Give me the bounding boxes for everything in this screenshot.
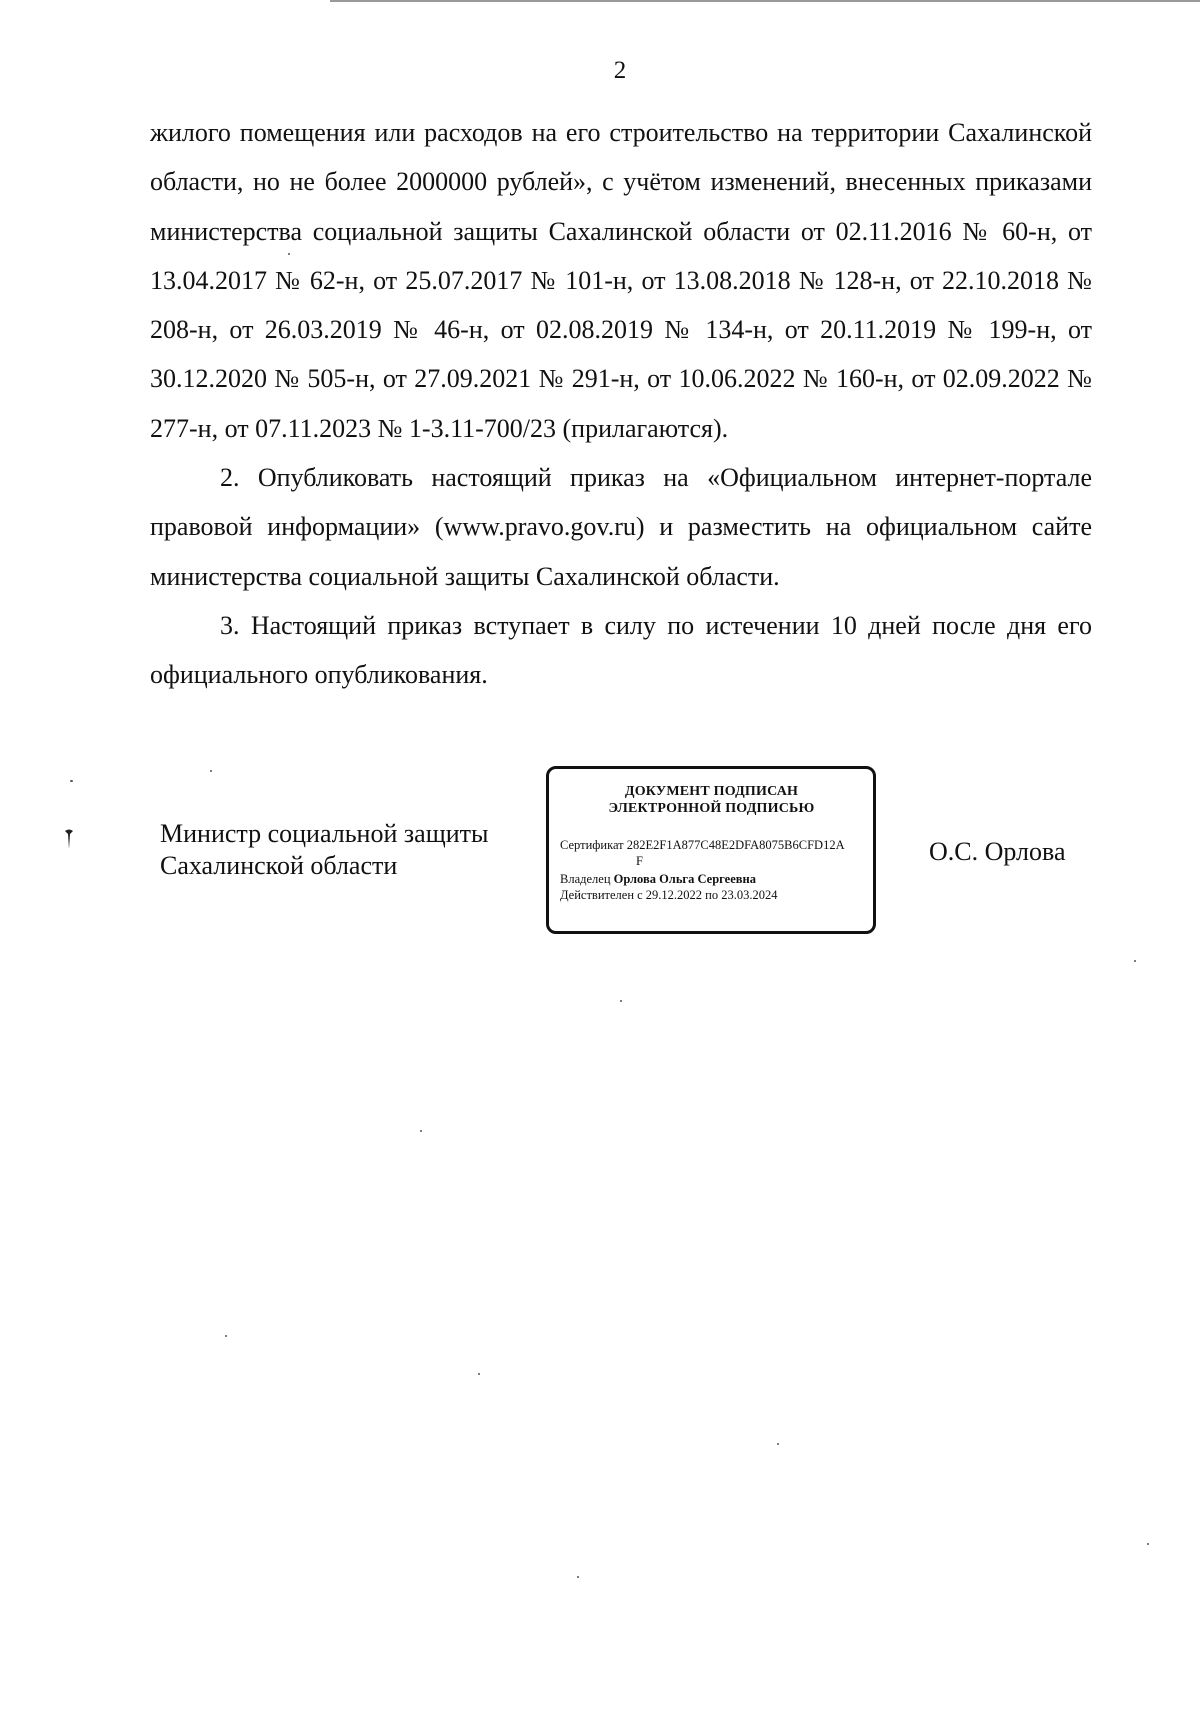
stamp-title-line2: ЭЛЕКТРОННОЙ ПОДПИСЬЮ [608,801,815,816]
scan-speck [1147,1543,1149,1545]
stamp-owner [560,871,863,887]
stamp-certificate [560,837,863,853]
scan-speck [1134,960,1136,962]
stamp-certificate-label: Сертификат [560,838,624,852]
scan-speck [777,1443,779,1445]
stamp-title-line1: ДОКУМЕНТ ПОДПИСАН [624,784,799,799]
scan-speck [210,770,212,772]
scan-speck [70,780,73,782]
scan-edge-line [330,0,1200,2]
paragraph-publication: 2. Опубликовать настоящий приказ на «Официальном интернет-портале правовой информации» (www.pravo.gov.ru) и разместить на официальном сайте министерства социальной защиты Сахалинской области. [150,463,1092,591]
scan-speck [288,253,290,255]
signatory-position-line1: Министр социальной защиты [160,819,489,848]
signer-name: О.С. Орлова [929,837,1066,866]
stamp-validity: Действителен с 29.12.2022 по 23.03.2024 [560,888,778,902]
paragraph-entry-into-force: 3. Настоящий приказ вступает в силу по истечении 10 дней после дня его официального опубликования. [150,610,1092,690]
electronic-signature-stamp [546,766,876,934]
scan-speck [478,1373,480,1375]
scan-speck [420,1130,422,1132]
stamp-owner-label: Владелец [560,872,611,886]
scan-speck [620,1000,622,1002]
paragraph-amendments-list: жилого помещения или расходов на его строительство на территории Сахалинской области, но не более 2000000 рублей», с учётом изменений, внесенных приказами министерства социальной защиты Сахалинской области от 02.11.2016 № 60-н, от 13.04.2017 № 62-н, от 25.07.2017 № 101-н, от 13.08.2018 № 128-н, от 22.10.2018 № 208-н, от 26.03.2019 № 46-н, от 02.08.2019 № 134-н, от 20.11.2019 № 199-н, от 30.12.2020 № 505-н, от 27.09.2021 № 291-н, от 10.06.2022 № 160-н, от 02.09.2022 № 277-н, от 07.11.2023 № 1-3.11-700/23 (прилагаются). [150,118,1092,443]
margin-scan-mark [64,828,74,850]
stamp-certificate-value: 282E2F1A877C48E2DFA8075B6CFD12A [626,838,845,852]
document-body [150,108,1092,700]
scan-speck [577,1576,579,1578]
page-number: 2 [613,57,627,84]
signatory-position [160,818,530,882]
stamp-owner-value: Орлова Ольга Сергеевна [613,872,756,886]
stamp-certificate-value-cont: F [636,854,643,868]
signatory-position-line2: Сахалинской области [160,851,398,880]
scan-speck [225,1335,227,1337]
